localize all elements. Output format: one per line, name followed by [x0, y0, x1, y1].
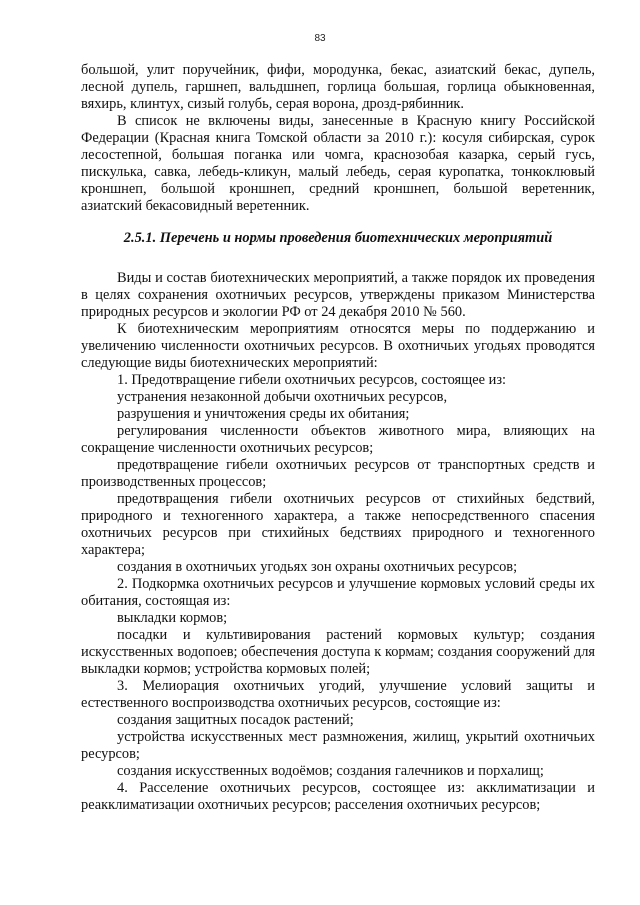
list-item: посадки и культивирования растений кормовых культур; создания искусственных водопоев; обеспечения доступа к кормам; создания сооружений для выкладки кормов; устройства кормовых полей;	[81, 627, 595, 677]
list-item: предотвращение гибели охотничьих ресурсов от транспортных средств и производственных процессов;	[81, 457, 595, 490]
list-item: регулирования численности объектов животного мира, влияющих на сокращение численности охотничьих ресурсов;	[81, 423, 595, 456]
page-number: 83	[314, 33, 326, 44]
list-item: создания защитных посадок растений;	[117, 712, 354, 728]
list-item: 3. Мелиорация охотничьих угодий, улучшение условий защиты и естественного воспроизводства охотничьих ресурсов, состоящие из:	[81, 678, 595, 711]
list-item: 1. Предотвращение гибели охотничьих ресурсов, состоящее из:	[117, 372, 507, 388]
list-item: 4. Расселение охотничьих ресурсов, состоящее из: акклиматизации и реакклиматизации охотничьих ресурсов; расселения охотничьих ресурсов;	[81, 780, 595, 813]
list-item: 2. Подкормка охотничьих ресурсов и улучшение кормовых условий среды их обитания, состоящая из:	[81, 576, 595, 609]
section-heading: 2.5.1. Перечень и нормы проведения биотехнических мероприятий	[123, 230, 553, 246]
list-item: устранения незаконной добычи охотничьих ресурсов,	[117, 389, 448, 405]
paragraph: В список не включены виды, занесенные в Красную книгу Российской Федерации (Красная книга Томской области за 2010 г.): косуля сибирская, сурок лесостепной, большая поганка или чомга, краснозобая казарка, серый гусь, пискулька, савка, лебедь-кликун, малый лебедь, серая куропатка, тонкоклювый кроншнеп, большой кроншнеп, средний кроншнеп, большой веретенник, азиатский бекасовидный веретенник.	[81, 113, 595, 214]
paragraph: Виды и состав биотехнических мероприятий, а также порядок их проведения в целях сохранения охотничьих ресурсов, утверждены приказом Министерства природных ресурсов и экологии РФ от 24 декабря 2010 № 560.	[81, 270, 595, 320]
list-item: разрушения и уничтожения среды их обитания;	[117, 406, 410, 422]
paragraph: К биотехническим мероприятиям относятся меры по поддержанию и увеличению численности охотничьих ресурсов. В охотничьих угодьях проводятся следующие виды биотехнических мероприятий:	[81, 321, 595, 371]
list-item: устройства искусственных мест размножения, жилищ, укрытий охотничьих ресурсов;	[81, 729, 595, 762]
list-item: предотвращения гибели охотничьих ресурсов от стихийных бедствий, природного и техногенного характера, а также непосредственного спасения охотничьих ресурсов при стихийных бедствиях природного и техногенного характера;	[81, 491, 595, 558]
list-item: создания искусственных водоёмов; создания галечников и порхалищ;	[117, 763, 544, 779]
list-item: создания в охотничьих угодьях зон охраны охотничьих ресурсов;	[117, 559, 518, 575]
paragraph: большой, улит поручейник, фифи, мородунка, бекас, азиатский бекас, дупель, лесной дупель, гаршнеп, вальдшнеп, горлица большая, горлица обыкновенная, вяхирь, клинтух, сизый голубь, серая ворона, дрозд-рябинник.	[81, 62, 595, 112]
document-body	[81, 62, 595, 814]
list-item: выкладки кормов;	[117, 610, 228, 626]
